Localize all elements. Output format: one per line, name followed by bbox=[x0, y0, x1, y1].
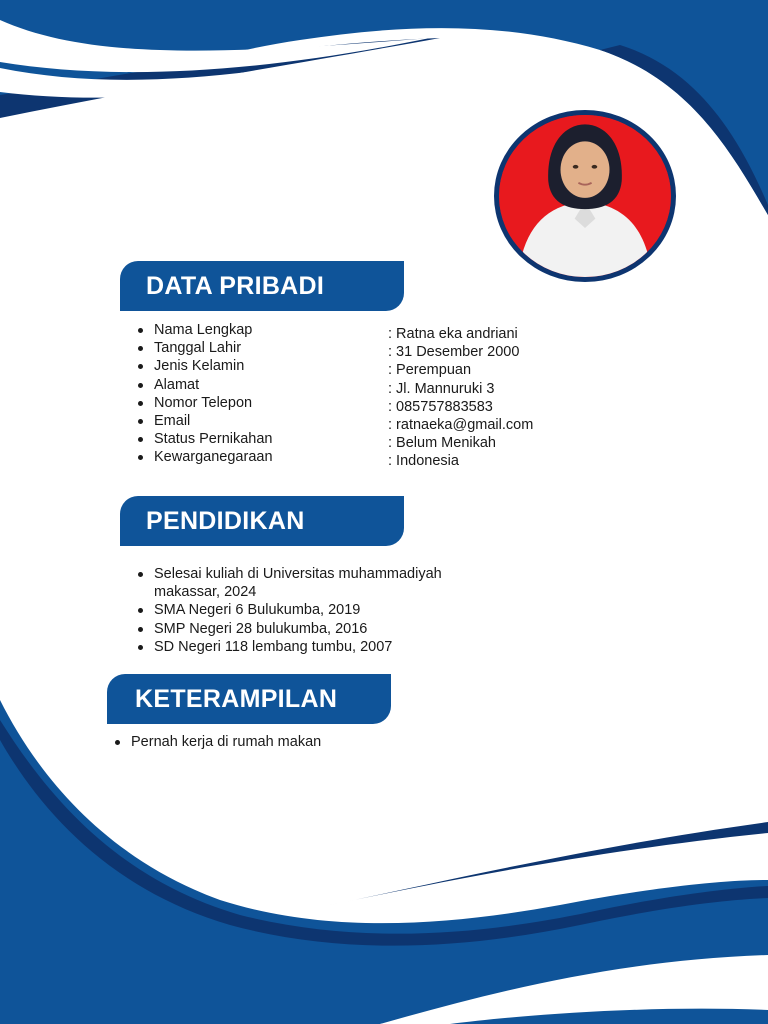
section-header-keterampilan: KETERAMPILAN bbox=[107, 674, 391, 724]
personal-data-values bbox=[388, 325, 648, 471]
value-item: : ratnaeka@gmail.com bbox=[388, 417, 534, 434]
section-header-data-pribadi: DATA PRIBADI bbox=[120, 261, 404, 311]
label-item: Kewarganegaraan bbox=[134, 448, 374, 466]
label-item: Alamat bbox=[134, 376, 374, 394]
label-item: Jenis Kelamin bbox=[134, 357, 374, 375]
label-item: Status Pernikahan bbox=[134, 430, 374, 448]
person-portrait-icon bbox=[499, 115, 671, 277]
education-item: Selesai kuliah di Universitas muhammadiyah makassar, 2024 bbox=[134, 565, 474, 601]
label-item: Nama Lengkap bbox=[134, 321, 374, 339]
education-list bbox=[134, 565, 474, 656]
education-item: SMA Negeri 6 Bulukumba, 2019 bbox=[134, 601, 474, 619]
value-item: : Belum Menikah bbox=[388, 435, 496, 452]
personal-data-labels bbox=[134, 321, 374, 467]
value-item: : 085757883583 bbox=[388, 398, 493, 415]
label-item: Nomor Telepon bbox=[134, 394, 374, 412]
label-item: Email bbox=[134, 412, 374, 430]
section-header-pendidikan: PENDIDIKAN bbox=[120, 496, 404, 546]
label-item: Tanggal Lahir bbox=[134, 339, 374, 357]
value-item: : Indonesia bbox=[388, 453, 459, 470]
profile-photo bbox=[494, 110, 676, 282]
value-item: : Perempuan bbox=[388, 362, 472, 379]
value-item: : 31 Desember 2000 bbox=[388, 344, 520, 361]
value-item: : Jl. Mannuruki 3 bbox=[388, 380, 495, 397]
value-item: : Ratna eka andriani bbox=[388, 326, 518, 342]
education-item: SMP Negeri 28 bulukumba, 2016 bbox=[134, 620, 474, 638]
skill-item: Pernah kerja di rumah makan bbox=[111, 733, 451, 751]
education-item: SD Negeri 118 lembang tumbu, 2007 bbox=[134, 638, 474, 656]
skills-list bbox=[111, 733, 451, 751]
